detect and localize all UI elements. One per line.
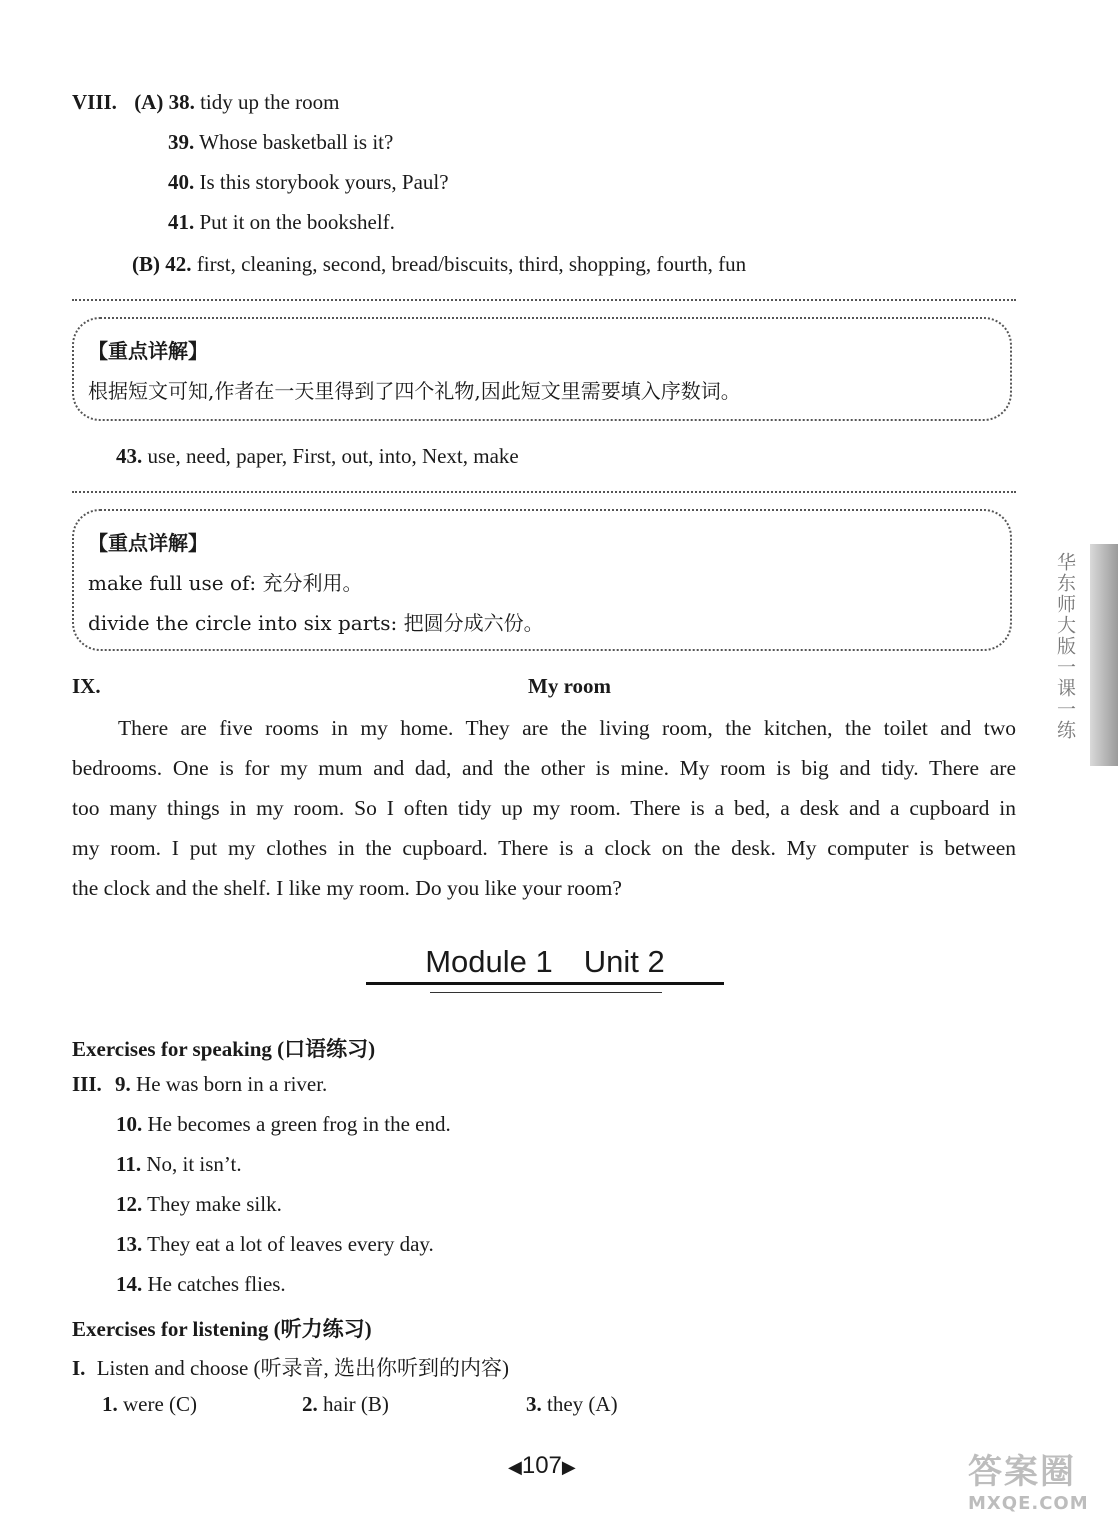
answer-item bbox=[116, 1272, 286, 1297]
part-label: (B) bbox=[132, 252, 160, 276]
answer-item bbox=[116, 1112, 451, 1137]
item-text: They make silk. bbox=[147, 1192, 282, 1216]
side-tab-text: 华东师大版一课一练 bbox=[1054, 552, 1076, 741]
page-right-arrow-icon: ▶ bbox=[561, 1457, 576, 1477]
item-text: They eat a lot of leaves every day. bbox=[147, 1232, 434, 1256]
page-number bbox=[508, 1452, 576, 1480]
note-text: make full use of: 充分利用。 bbox=[88, 571, 363, 595]
item-number: 14. bbox=[116, 1272, 143, 1296]
note-title: 【重点详解】 bbox=[88, 531, 208, 555]
essay-line: bedrooms. One is for my mum and dad, and the other is mine. My room is big and tidy. There are bbox=[72, 756, 1016, 780]
page-number-text: 107 bbox=[521, 1452, 562, 1479]
answer-item-43 bbox=[116, 444, 519, 469]
item-number: 43. bbox=[116, 444, 143, 468]
item-number: 41. bbox=[168, 210, 195, 234]
section-label: III. bbox=[72, 1072, 102, 1096]
note-title: 【重点详解】 bbox=[88, 339, 208, 363]
side-tab bbox=[1090, 544, 1118, 766]
item-number: 39. bbox=[168, 130, 195, 154]
item-text: tidy up the room bbox=[200, 90, 340, 114]
essay-title: My room bbox=[528, 674, 612, 698]
item-number: 1. bbox=[102, 1392, 118, 1416]
title-underline-thin bbox=[430, 992, 662, 993]
watermark-url: MXQE.COM bbox=[968, 1493, 1089, 1514]
item-text: use, need, paper, First, out, into, Next, make bbox=[147, 444, 519, 468]
note-text: 根据短文可知,作者在一天里得到了四个礼物,因此短文里需要填入序数词。 bbox=[88, 379, 741, 403]
divider bbox=[72, 299, 1016, 301]
answer-item bbox=[102, 1392, 197, 1417]
note-box bbox=[72, 509, 1012, 651]
essay-paragraph bbox=[72, 708, 1016, 908]
item-number: 3. bbox=[526, 1392, 542, 1416]
part-label: (A) bbox=[134, 90, 164, 114]
answer-item bbox=[116, 1152, 242, 1177]
answer-item bbox=[302, 1392, 389, 1417]
answer-item bbox=[168, 130, 393, 155]
module-title: Module 1 Unit 2 bbox=[425, 944, 665, 979]
note-box bbox=[72, 317, 1012, 421]
answer-item bbox=[526, 1392, 618, 1417]
title-underline bbox=[366, 982, 724, 985]
answer-item bbox=[72, 1072, 327, 1097]
answer-item bbox=[116, 1192, 282, 1217]
item-number: 2. bbox=[302, 1392, 318, 1416]
item-text: Is this storybook yours, Paul? bbox=[199, 170, 449, 194]
watermark-logo: 答案圈 bbox=[968, 1452, 1076, 1492]
item-text: Whose basketball is it? bbox=[199, 130, 394, 154]
essay-line: the clock and the shelf. I like my room. Do you like your room? bbox=[72, 876, 622, 900]
section-label: VIII. bbox=[72, 90, 117, 114]
answer-item bbox=[168, 170, 449, 195]
item-text: Put it on the bookshelf. bbox=[199, 210, 395, 234]
item-text: they (A) bbox=[547, 1392, 618, 1416]
divider bbox=[72, 491, 1016, 493]
section-label: IX. bbox=[72, 674, 101, 698]
section-label: I. bbox=[72, 1356, 86, 1380]
item-number: 40. bbox=[168, 170, 195, 194]
watermark bbox=[968, 1444, 1118, 1514]
answer-item-42 bbox=[132, 252, 746, 277]
item-number: 12. bbox=[116, 1192, 143, 1216]
item-number: 38. bbox=[168, 90, 195, 114]
answer-item bbox=[168, 210, 395, 235]
item-text: first, cleaning, second, bread/biscuits, third, shopping, fourth, fun bbox=[196, 252, 747, 276]
section-viii-line-38 bbox=[72, 90, 340, 115]
item-text: He was born in a river. bbox=[136, 1072, 328, 1096]
essay-line: too many things in my room. So I often tidy up my room. There is a bed, a desk and a cupboard in bbox=[72, 796, 1016, 820]
item-text: He becomes a green frog in the end. bbox=[147, 1112, 451, 1136]
item-number: 11. bbox=[116, 1152, 142, 1176]
item-number: 9. bbox=[115, 1072, 131, 1096]
instruction-line bbox=[72, 1352, 509, 1382]
section-heading: Exercises for listening (听力练习) bbox=[72, 1317, 372, 1341]
item-text: No, it isn’t. bbox=[146, 1152, 242, 1176]
instruction-text: Listen and choose (听录音, 选出你听到的内容) bbox=[96, 1356, 510, 1380]
item-number: 13. bbox=[116, 1232, 143, 1256]
item-text: were (C) bbox=[123, 1392, 198, 1416]
note-text: divide the circle into six parts: 把圆分成六份。 bbox=[88, 611, 544, 635]
item-number: 10. bbox=[116, 1112, 143, 1136]
section-heading: Exercises for speaking (口语练习) bbox=[72, 1037, 376, 1061]
essay-line: my room. I put my clothes in the cupboard. There is a clock on the desk. My computer is between bbox=[72, 836, 1016, 860]
item-number: 42. bbox=[165, 252, 192, 276]
item-text: hair (B) bbox=[323, 1392, 389, 1416]
answer-item bbox=[116, 1232, 434, 1257]
page-left-arrow-icon: ◀ bbox=[508, 1457, 522, 1477]
item-text: He catches flies. bbox=[147, 1272, 286, 1296]
essay-line: There are five rooms in my home. They are the living room, the kitchen, the toilet and two bbox=[118, 716, 1016, 740]
